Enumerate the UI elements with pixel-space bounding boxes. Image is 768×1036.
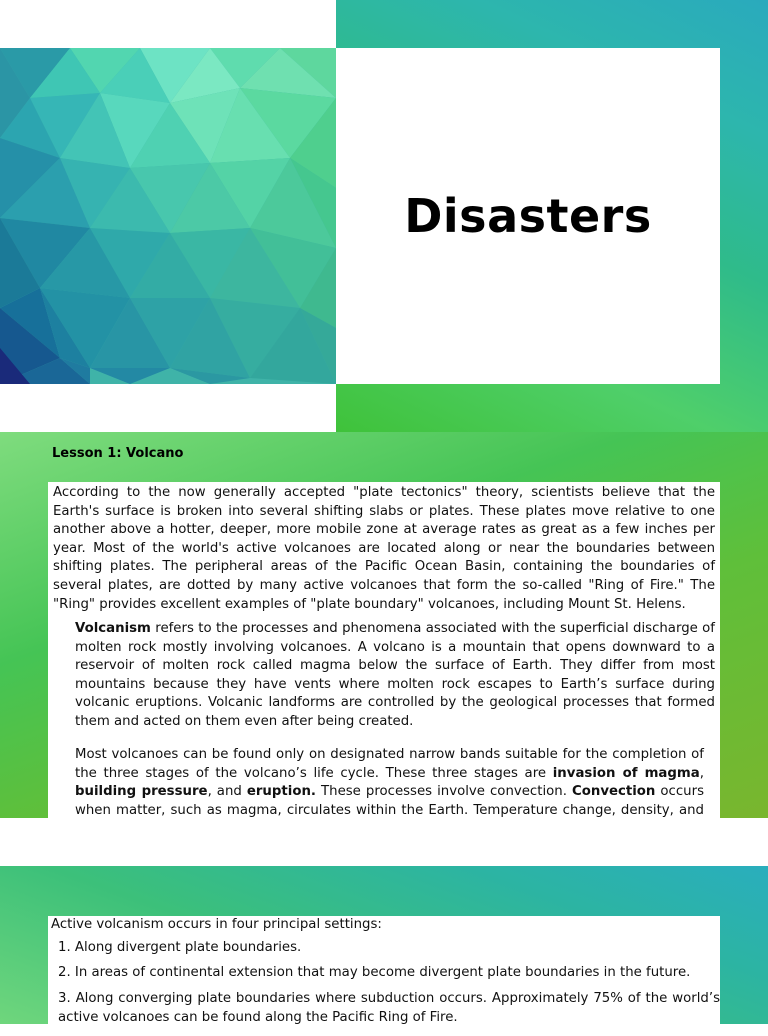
term-volcanism: Volcanism [75,621,151,636]
title-card [336,48,720,384]
list-item: 3. Along converging plate boundaries where subduction occurs. Approximately 75% of the world’s active volcanoes can be found along the Pacific Ring of Fire. [58,991,720,1025]
separator: , and [207,784,247,800]
settings-slide [0,866,768,1024]
settings-intro: Active volcanism occurs in four principal settings: [51,917,382,932]
term-invasion-of-magma: invasion of magma [552,765,700,781]
convection-text: occurs when matter, such as magma, circulates within the Earth. Temperature change, density, and [75,784,705,818]
convection-intro-text: These processes involve convection. [316,784,572,800]
slide-gap [0,818,768,866]
term-building-pressure: building pressure [75,784,208,800]
title-slide [0,0,768,432]
polygon-pattern-image [0,48,336,384]
settings-card [48,916,720,1036]
slide-title: Disasters [404,189,652,243]
term-convection: Convection [571,784,656,800]
separator: , [699,765,704,781]
lesson-title: Lesson 1: Volcano [52,446,184,461]
content-card [48,482,720,842]
list-item: 2. In areas of continental extension that may become divergent plate boundaries in the future. [58,965,691,980]
list-item: 1. Along divergent plate boundaries. [58,940,302,955]
paragraph-volcanism [75,620,715,732]
life-cycle-text: Most volcanoes can be found only on designated narrow bands suitable for the completion of the three stages of the volcano’s life cycle. These three stages are [75,747,704,781]
lesson-slide [0,432,768,818]
low-poly-art [0,48,336,384]
paragraph-plate-tectonics: According to the now generally accepted "plate tectonics" theory, scientists believe that the Earth's surface is broken into several shifting slabs or plates. These plates move relative to one another above a hotter, deeper, more mobile zone at average rates as great as a few inches per year. Most of the world's active volcanoes are located along or near the boundaries between shifting plates. The peripheral areas of the Pacific Ocean Basin, containing the boundaries of several plates, are dotted by many active volcanoes that form the so-called "Ring of Fire." The "Ring" provides excellent examples of "plate boundary" volcanoes, including Mount St. Helens. [53,485,715,612]
term-eruption: eruption. [246,784,316,800]
volcanism-text: refers to the processes and phenomena associated with the superficial discharge of molten rock mostly involving volcanoes. A volcano is a mountain that opens downward to a reservoir of molten rock called magma below the surface of Earth. They differ from most mountains because they have vents where molten rock escapes to Earth’s surface during volcanic eruptions. Volcanic landforms are controlled by the geological processes that formed them and acted on them even after being created. [75,621,715,729]
